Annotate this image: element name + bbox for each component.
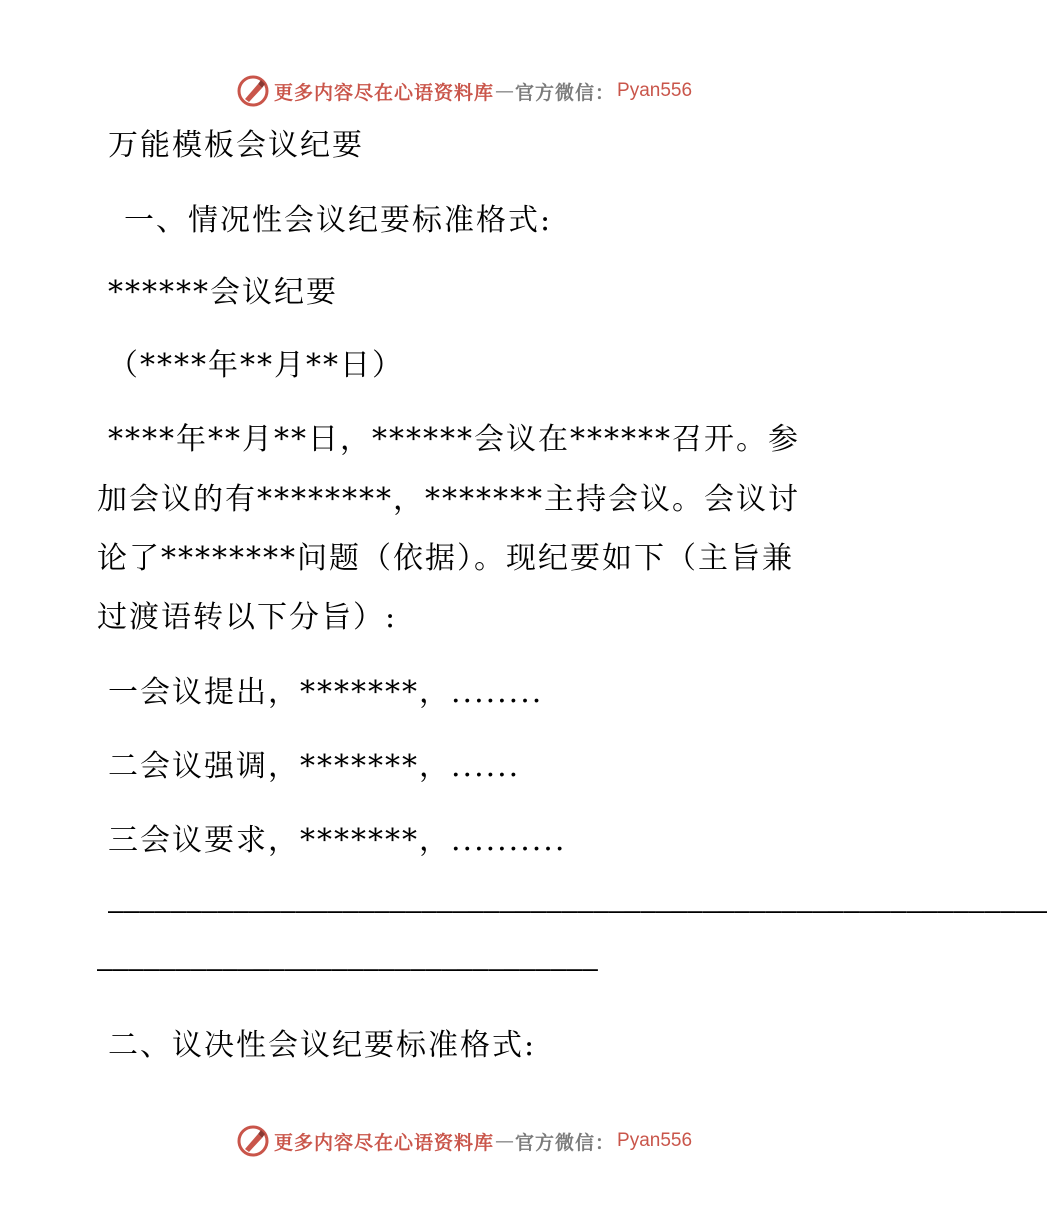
body-line: 论了********问题（依据）。现纪要如下（主旨兼: [97, 541, 794, 576]
banner-separator: —: [495, 1130, 515, 1152]
banner-text: 更多内容尽在心语资料库: [274, 81, 495, 104]
body-line: 过渡语转以下分旨）:: [97, 600, 398, 635]
footer-banner: [236, 1124, 692, 1158]
banner-label: 官方微信：: [515, 1131, 616, 1154]
banner-text: 更多内容尽在心语资料库: [274, 1131, 495, 1154]
banner-separator: —: [495, 80, 515, 102]
section1-heading: 一、情况性会议纪要标准格式:: [124, 203, 553, 238]
pen-logo-icon: [236, 1124, 270, 1158]
section2-heading: 二、议决性会议纪要标准格式:: [108, 1028, 537, 1063]
separator-line: ————————————————————————————————: [97, 954, 598, 984]
banner-label: 官方微信：: [515, 81, 616, 104]
point-item: 二会议强调，*******，......: [108, 749, 521, 784]
separator-line: ————————————————————————————————————————————————————————————: [108, 896, 1047, 926]
banner-wechat-id: Pyan556: [617, 80, 693, 101]
pen-logo-icon: [236, 74, 270, 108]
date-line: （****年**月**日）: [108, 348, 404, 383]
body-line: ****年**月**日，******会议在******召开。参: [108, 422, 800, 457]
minutes-title: ******会议纪要: [108, 275, 338, 310]
body-line: 加会议的有********，*******主持会议。会议讨: [97, 482, 800, 517]
point-item: 一会议提出，*******，........: [108, 675, 544, 710]
document-title: 万能模板会议纪要: [108, 128, 364, 163]
banner-wechat-id: Pyan556: [617, 1130, 693, 1151]
point-item: 三会议要求，*******，..........: [108, 823, 567, 858]
header-banner: [236, 74, 692, 108]
